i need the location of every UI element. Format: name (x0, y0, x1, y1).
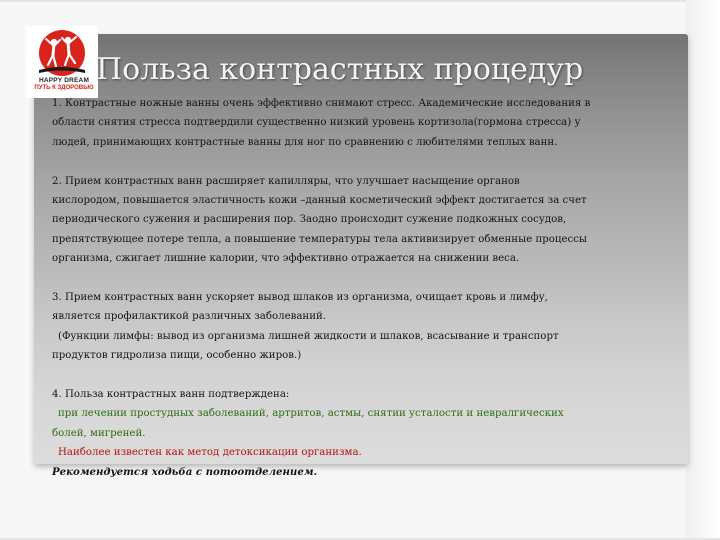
highlight-green-line: при лечении простудных заболеваний, артритов, астмы, снятии усталости и невралгических (58, 408, 564, 420)
text-line: (Функции лимфы: вывод из организма лишней жидкости и шлаков, всасывание и транспорт (58, 330, 559, 342)
highlight-green-line: болей, мигреней. (52, 427, 146, 439)
slide-body (52, 94, 680, 482)
top-border (0, 0, 720, 2)
text-line: периодического сужения и расширения пор. Заодно происходит сужение подкожных сосудов, (52, 214, 567, 226)
text-line: препятствующее потере тепла, а повышение температуры тела активизирует обменные процессы (52, 233, 588, 245)
logo-title: HAPPY DREAM (38, 77, 90, 84)
text-line: является профилактикой различных заболеваний. (52, 311, 327, 323)
logo-subtitle: ПУТЬ К ЗДОРОВЬЮ (34, 85, 94, 91)
text-line: кислородом, повышается эластичность кожи –данный косметический эффект достигается за счет (52, 195, 587, 207)
recommendation-line: Рекомендуется ходьба с потоотделением. (52, 465, 318, 478)
text-line: организма, сжигает лишние калории, что эффективно отражается на снижении веса. (52, 253, 520, 265)
text-line: 4. Польза контрастных ванн подтверждена: (52, 389, 290, 401)
paragraph-benefits (52, 385, 680, 482)
text-line: области снятия стресса подтвердили существенно низкий уровень кортизола(гормона стресса) у (52, 117, 581, 129)
text-line: продуктов гидролиза пищи, особенно жиров.) (52, 350, 302, 362)
paragraph-capillaries (52, 172, 680, 269)
logo (26, 26, 98, 98)
paragraph-detox (52, 288, 680, 366)
text-line: 1. Контрастные ножные ванны очень эффективно снимают стресс. Академические исследования в (52, 98, 591, 109)
text-line: 3. Прием контрастных ванн ускоряет вывод шлаков из организма, очищает кровь и лимфу, (52, 292, 548, 304)
highlight-red-line: Наиболее известен как метод детоксикации организма. (58, 447, 362, 459)
text-line: людей, принимающих контрастные ванны для ног по сравнению с любителями теплых ванн. (52, 136, 558, 148)
slide-title: Польза контрастных процедур (96, 52, 584, 87)
paragraph-stress (52, 94, 680, 152)
text-line: 2. Прием контрастных ванн расширяет капилляры, что улучшает насыщение органов (52, 175, 520, 187)
